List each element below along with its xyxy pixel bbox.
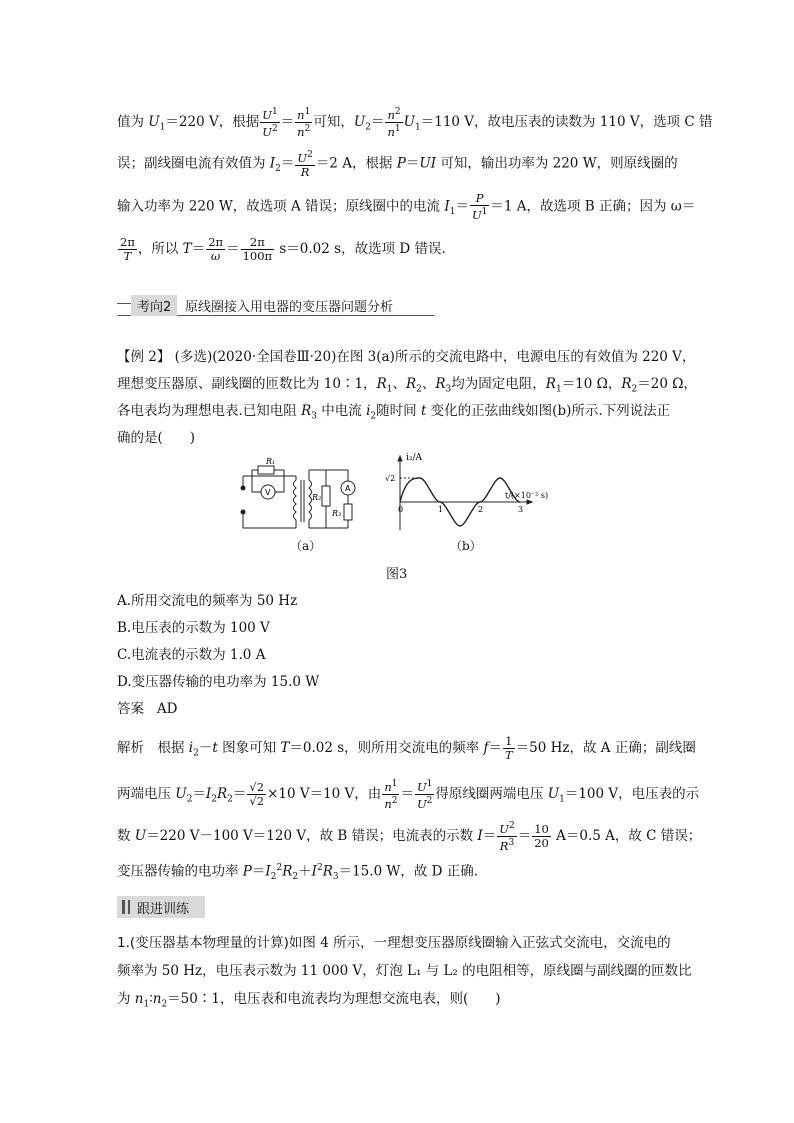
- para1-line1: 值为 $U_1=220$ V，根据 $\frac{U^1}{U^2}$ ＝ $\frac{n^1}{n^2}$ 可知，$U_2=$ $\frac{n^2}{n^1}$ $U_1=110$ V，故电压表的读数为 110 V，选项 C 错: [117, 107, 713, 139]
- example-line1: 【例 2】 (多选)(2020·全国卷Ⅲ·20)在图 3(a)所示的交流电路中，电源电压的有效值为 220 V，: [117, 349, 696, 365]
- follow-mark-2: [128, 900, 130, 914]
- graph-tick-2: 2: [478, 505, 484, 514]
- r3-label: R₃: [332, 509, 342, 518]
- para1-line3: 输入功率为 220 W，故选项 A 错误；原线圈中的电流 $I_1=$ $\frac{P}{U^1}$ ＝1 A，故选项 B 正确；因为 ω＝: [117, 191, 696, 222]
- example-line2: 理想变压器原、副线圈的匝数比为 10∶1，$R_1$、$R_2$、$R_3$均为固定电阻，$R_1=10$ Ω，$R_2=20$ Ω，: [117, 376, 697, 395]
- r1-label: R₁: [266, 457, 276, 466]
- section-label: 考向2: [131, 295, 177, 316]
- q1-line3: 为 $n_1∶n_2=50∶1$，电压表和电流表均为理想交流电表，则( ): [117, 991, 501, 1010]
- graph-ylabel: i₂/A: [406, 453, 423, 463]
- analysis-line3: 数 U＝220 V－100 V＝120 V，故 B 错误；电流表的示数 I＝ $\frac{U^2}{R^3}$ ＝ $\frac{10}{20}$ A＝0.5 A，故 C 错误；: [117, 821, 702, 853]
- graph-xlabel: t/(×10⁻² s): [505, 491, 549, 500]
- analysis-line4: 变压器传输的电功率 $P=I_2^2R_2+I^2R_3=15.0$ W，故 D 正确.: [117, 863, 479, 883]
- section-tick: [117, 303, 131, 304]
- para1-line4: $\frac{2\pi}{T}$ ，所以 T＝ $\frac{2\pi}{\omega}$ ＝ $\frac{2\pi}{100\pi}$ s＝0.02 s，故选项 D 错误.: [120, 235, 446, 263]
- caption-a: （a）: [290, 539, 322, 553]
- r2-label: R₂: [312, 493, 322, 502]
- follow-training-header: [117, 896, 205, 918]
- analysis-line1: 解析 根据 $i_2-t$ 图象可知 T＝0.02 s，则所用交流电的频率 f＝ $\frac{1}{T}$ ＝50 Hz，故 A 正确；副线圈: [117, 734, 696, 762]
- graph-tick-0: 0: [398, 505, 404, 514]
- answer-value: AD: [156, 701, 178, 717]
- q1-line1: 1.(变压器基本物理量的计算)如图 4 所示，一理想变压器原线圈输入正弦式交流电，交流电的: [117, 935, 671, 951]
- section-header: [117, 293, 435, 317]
- graph-tick-3: 3: [518, 505, 524, 514]
- example-line3: 各电表均为理想电表.已知电阻 $R_3$ 中电流 $i_2$随时间 t 变化的正弦曲线如图(b)所示.下列说法正: [117, 403, 671, 422]
- answer-line: [117, 697, 177, 717]
- option-a: A.所用交流电的频率为 50 Hz: [117, 593, 298, 609]
- option-c: C.电流表的示数为 1.0 A: [117, 647, 266, 663]
- ammeter-label: A: [345, 484, 351, 493]
- option-b: B.电压表的示数为 100 V: [117, 620, 270, 636]
- graph-tick-1: 1: [438, 505, 444, 514]
- q1-line2: 频率为 50 Hz，电压表示数为 11 000 V，灯泡 L₁ 与 L₂ 的电阻相等，原线圈与副线圈的匝数比: [117, 963, 692, 979]
- para1-line2: 误；副线圈电流有效值为 $I_2=$ $\frac{U^2}{R}$ ＝2 A，根据 P＝UI 可知，输出功率为 220 W，则原线圈的: [117, 150, 678, 179]
- caption-b: （b）: [450, 539, 482, 553]
- answer-label: 答案: [117, 701, 144, 717]
- graph-sqrt2: √2: [385, 474, 396, 483]
- sine-graph: [382, 452, 562, 532]
- circuit-diagram: [228, 456, 368, 538]
- example-line4: 确的是( ): [117, 430, 196, 446]
- follow-mark: [122, 900, 125, 914]
- section-title: 原线圈接入用电器的变压器问题分析: [185, 300, 394, 315]
- option-d: D.变压器传输的电功率为 15.0 W: [117, 674, 320, 690]
- figure-caption: 图3: [386, 567, 408, 582]
- follow-label: 跟进训练: [137, 902, 190, 917]
- voltmeter-label: V: [265, 488, 271, 497]
- analysis-line2: 两端电压 $U_2=I_2R_2=$ $\frac{√2}{√2}$ ×10 V＝10 V，由 $\frac{n^1}{n^2}$ ＝ $\frac{U^1}{U^2}$ 得原线圈两端电压 $U_1=100$ V，电压表的示: [117, 779, 700, 811]
